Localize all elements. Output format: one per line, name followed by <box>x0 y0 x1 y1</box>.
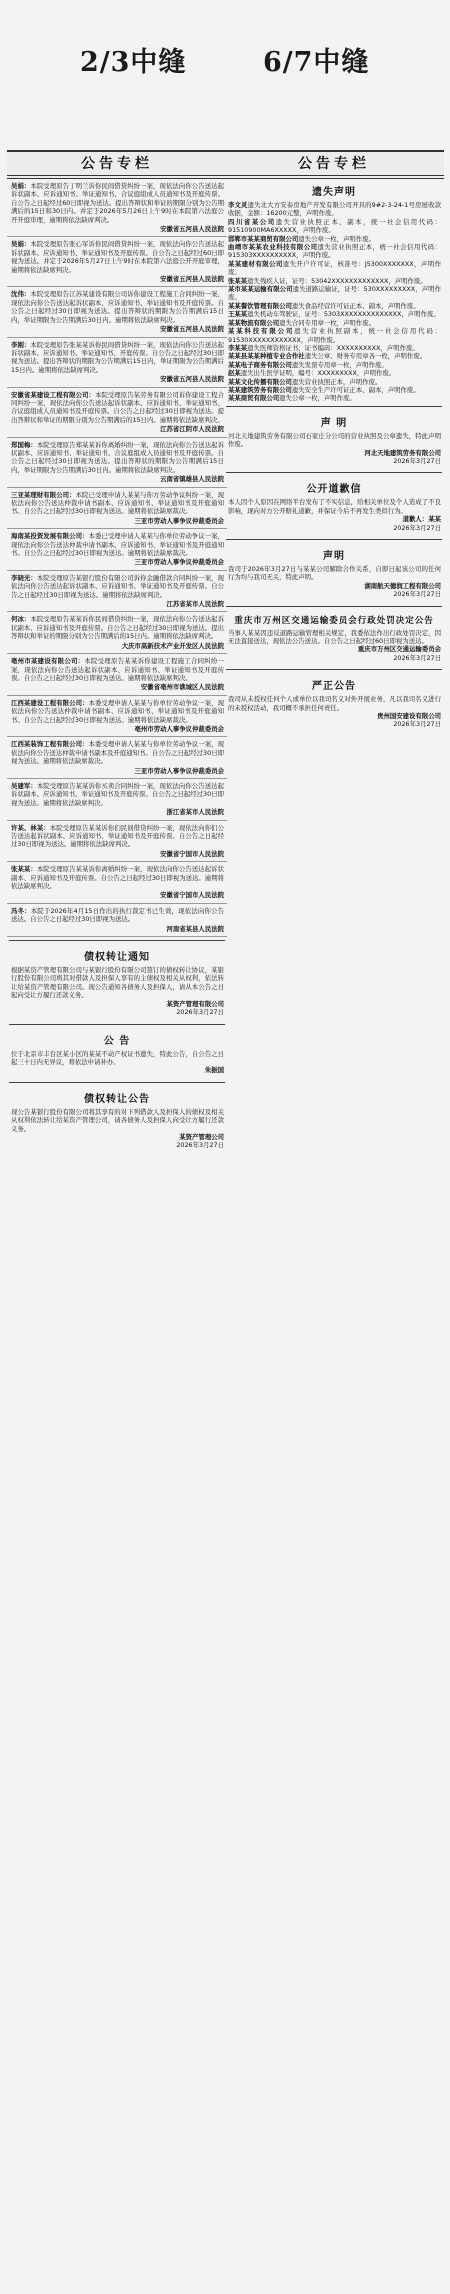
statement1-sign: 河北天地建筑劳务有限公司 <box>364 448 441 457</box>
notice-issuer: 亳州市劳动人事争议仲裁委员会 <box>134 724 224 733</box>
divider <box>226 406 442 407</box>
notice-body: 本院受理原告某某诉你建设工程施工合同纠纷一案，现依法向你公告送达起诉状副本、应诉通知书、举证通知书及开庭传票。自公告之日起经过30日即视为送达。逾期将依法缺席判决。 <box>11 657 224 682</box>
lost-item <box>224 352 444 360</box>
notice-issuer: 三亚市劳动人事争议仲裁委员会 <box>134 766 224 775</box>
page-tags <box>0 0 450 80</box>
statement1-date: 2026年3月27日 <box>393 456 441 465</box>
header-rule <box>7 175 227 176</box>
page-tag-left: 2/3中缝 <box>80 47 187 78</box>
court-notice <box>7 488 227 530</box>
notice-issuer: 安徽省宁国市人民法院 <box>160 849 224 858</box>
court-notice <box>7 388 227 438</box>
lost-item-body: 遗失开户许可证，核准号：J5300XXXXXXX，声明作废。 <box>228 259 441 277</box>
lost-item <box>224 394 444 402</box>
lost-item-owner: 邯郸市某某商贸有限公司 <box>228 234 299 243</box>
notice-body: 本院受理原告某某诉你买卖合同纠纷一案，现依法向你公告送达起诉状副本、应诉通知书、举证通知书及开庭传票。自公告之日起经过30日即视为送达。逾期将依法缺席判决。 <box>11 781 225 807</box>
announcement-body: 位于北京市丰台区某小区的某某不动产权证书遗失，特此公告，自公告之日起三十日内无异议，将依法申请补办。 <box>11 1049 224 1066</box>
lost-item <box>224 310 444 318</box>
notice-body: 本委受理申请人某某与你单位劳动争议一案，现依法向你公告送达仲裁申请书副本、应诉通知书、举证通知书及开庭通知书。自公告之日起经过30日即视为送达。逾期将依法缺席裁决。 <box>11 698 225 724</box>
notice-addressee: 江西某装饰工程有限公司： <box>11 740 89 749</box>
transfer1-sign: 某资产管理有限公司 <box>166 999 224 1008</box>
notice-issuer: 浙江省某市人民法院 <box>166 808 224 817</box>
header-rule <box>224 175 444 176</box>
notice-title: 严正公告 <box>312 681 356 693</box>
decision-body: 当事人某某因违反道路运输管理相关规定，我委依法作出行政处罚决定，因无法直接送达，现依法公告送达。自公告之日起经过60日即视为送达。 <box>228 628 441 646</box>
divider <box>226 539 442 540</box>
left-notices <box>7 179 227 937</box>
statement1-block <box>224 432 444 470</box>
transfer2-title: 债权转让公告 <box>84 1093 150 1105</box>
lost-item <box>224 369 444 377</box>
transfer2-sign: 某资产管理公司 <box>179 1132 224 1141</box>
transfer2-body: 现公告某银行股份有限公司将其享有的对下列借款人及担保人的债权及相关从权利依法转让给某资产管理公司，请各债务人及担保人向受让方履行还款义务。 <box>11 1107 224 1133</box>
divider <box>226 606 442 607</box>
lost-item-body: 遗失机动车驾驶证，证号：5303XXXXXXXXXXXXXX，声明作废。 <box>247 310 440 319</box>
court-notice <box>7 696 227 738</box>
court-notice <box>7 821 227 863</box>
statement1-body: 河北天地建筑劳务有限公司石家庄分公司的营业执照及公章遗失，特此声明作废。 <box>228 431 441 449</box>
lost-item <box>224 319 444 327</box>
notice-body: 本委已受理申请人某某与你单位劳动争议一案，现依法向你公告送达仲裁申请书副本、应诉通知书、举证通知书及开庭通知书。自公告之日起经过30日即视为送达。逾期将依法缺席裁决。 <box>11 532 225 558</box>
notice-issuer: 江苏省江阴市人民法院 <box>160 425 224 434</box>
notice-addressee: 沈伟： <box>11 290 31 299</box>
transfer1-block <box>7 966 227 1020</box>
notice-body: 本院受理原告张某某诉你民间借贷纠纷一案，现依法向你公告送达起诉状副本、应诉通知书、举证通知书、开庭传票。自公告之日起经过30日即视为送达。提出答辩状的期限为公告期满后15日内，举证期限为公告期满后15日内。逾期将依法缺席判决。 <box>11 340 225 374</box>
lost-item-owner: 曲靖市某某农业科技有限公司 <box>228 243 318 252</box>
notice-issuer: 江苏省某市人民法院 <box>166 600 224 609</box>
notice-body: 本院受理原告某银行股份有限公司诉你金融借款合同纠纷一案，现依法向你公告送达起诉状副本、应诉通知书、举证通知书及开庭传票。自公告之日起经过30日即视为送达。逾期将依法缺席判决。 <box>11 573 225 599</box>
decision-sign: 重庆市万州区交通运输委员会 <box>357 645 441 654</box>
notice-body: 本院于2026年4月15日作出的执行裁定书已生效，现依法向你公告送达。自公告之日起经过30日即视为送达。 <box>11 906 224 924</box>
lost-item <box>224 218 444 235</box>
notice-body: 本院受理原告某某诉你民间借贷纠纷一案，现依法向你公告送达起诉状副本、应诉通知书及开庭传票。自公告之日起经过30日即视为送达。提出答辩状和举证的期限分别为公告期满后的15日内。逾期将依法缺席判决。 <box>11 615 225 641</box>
lost-item-body: 遗失营业执照正本，统一社会信用代码：915303XXXXXXXXXX，声明作废。 <box>228 243 441 260</box>
notice-body: 本委受理申请人某某与你单位劳动争议一案，现依法向你公告送达仲裁申请书副本及开庭通知书。自公告之日起经过30日即视为送达。逾期将依法缺席裁决。 <box>11 740 225 766</box>
notice-body: 本院受理原告江苏某建设有限公司诉你建设工程施工合同纠纷一案，现依法向你公告送达起诉状副本、应诉通知书、举证通知书及开庭传票。自公告之日起经过30日即视为送达。提出答辩状的期限为公告期满后15日内，举证期限为公告期满后30日内。逾期将依法缺席判决。 <box>11 290 225 324</box>
court-notice <box>7 571 227 613</box>
notice-issuer: 安徽省亳州市谯城区人民法院 <box>140 683 224 692</box>
page-tag-right: 6/7中缝 <box>263 47 370 78</box>
lost-items <box>224 201 444 403</box>
lost-item-body: 遗失发票专用章一枚，声明作废。 <box>291 360 388 369</box>
decision-title: 重庆市万州区交通运输委员会行政处罚决定公告 <box>234 615 434 626</box>
apology-block <box>224 498 444 536</box>
lost-item-body: 遗失营业执照正本、副本，统一社会信用代码：91510900MA6XXXXX，声明作废。 <box>228 217 442 235</box>
lost-item-body: 遗失公章一枚，声明作废。 <box>279 394 356 403</box>
notice-issuer: 安徽省五河县人民法院 <box>160 275 224 284</box>
notice-issuer: 安徽省五河县人民法院 <box>160 225 224 234</box>
notice-body: 本院受理原告某某诉你们民间借贷纠纷一案，现依法向你们公告送达起诉状副本、应诉通知书、举证通知书及开庭传票。自公告之日起经过30日即视为送达。逾期将依法缺席判决。 <box>11 823 225 849</box>
notice-body: 本院受理原告某劳务有限公司诉你建设工程合同纠纷一案，现依法向你公告送达起诉状副本、应诉通知书、举证通知书、合议庭组成人员通知书及开庭传票。自公告之日起经过30日即视为送达。提出答辩状和举证的期限分别为公告期满后的15日内。逾期将依法缺席判决。 <box>11 390 225 424</box>
lost-item-owner: 张某某 <box>228 276 248 285</box>
notice-body: 本院已受理申请人某某与你方劳动争议纠纷一案，现依法向你公告送达仲裁申请书副本、应诉通知书、举证通知书及开庭通知书。自公告之日起经过30日即视为送达。逾期将依法缺席裁决。 <box>11 490 225 516</box>
notice-body: 我司从未授权任何个人或单位以我司名义对外开展业务，凡以我司名义进行的未授权活动，我司概不承担任何责任。 <box>228 695 441 712</box>
notice-addressee: 李刚： <box>11 340 31 349</box>
apology-date: 2026年3月27日 <box>393 523 441 532</box>
notice-issuer: 三亚市劳动人事争议仲裁委员会 <box>134 516 224 525</box>
lost-item-body: 遗失出生医学证明，编号：XXXXXXXXX，声明作废。 <box>240 369 396 378</box>
notice-body: 本院受理原告郑某某诉你离婚纠纷一案，现依法向你公告送达起诉状副本、应诉通知书、举证通知书、合议庭组成人员通知书及开庭传票。自公告之日起经过30日即视为送达。提出答辩状的期限为公告期满后15日内，举证期限为公告期满后30日内。逾期将依法缺席判决。 <box>11 440 225 474</box>
notice-addressee: 许某、林某： <box>11 823 50 832</box>
notice-addressee: 李晓光： <box>11 573 37 582</box>
transfer2-block <box>7 1108 227 1154</box>
notice-addressee: 三亚某理财有限公司： <box>11 490 76 499</box>
lost-title: 遗失声明 <box>312 187 356 198</box>
right-column-header <box>224 150 444 179</box>
lost-item-body: 遗失合同专用章一枚，声明作废。 <box>279 318 375 327</box>
divider <box>9 1082 225 1083</box>
notice-issuer: 安徽省五河县人民法院 <box>160 325 224 334</box>
statement2-sign: 湖南航天德润工程有限公司 <box>364 581 441 590</box>
notice-block <box>224 695 444 733</box>
lost-item <box>224 260 444 277</box>
lost-item-body: 遗失残疾人证，证号：53042XXXXXXXXXXXXX，声明作废。 <box>247 276 427 285</box>
divider <box>226 669 442 670</box>
notice-addressee: 冯冬： <box>11 906 31 915</box>
court-notice <box>7 654 227 696</box>
lost-item <box>224 378 444 386</box>
lost-item-body: 遗失安全生产许可证正本、副本，声明作废。 <box>291 385 420 394</box>
notice-body: 本院受理原告某某诉你离婚纠纷一案，现依法向你公告送达起诉状副本、应诉通知书及开庭传票。自公告之日起经过30日即视为送达。逾期将依法缺席判决。 <box>11 865 225 891</box>
decision-date: 2026年3月27日 <box>393 653 441 662</box>
lost-item-body: 遗失北大方安泰房地产开发有限公司开具的9#2-3-24-1号房屋收款收据，金额：16200元整，声明作废。 <box>228 201 441 218</box>
transfer1-date: 2026年3月27日 <box>176 1008 224 1017</box>
notice-issuer: 大庆市高新技术产业开发区人民法院 <box>121 641 224 650</box>
right-column <box>224 150 444 733</box>
notice-issuer: 安徽省五河县人民法院 <box>160 375 224 384</box>
lost-item-owner: 某某文化传播有限公司 <box>228 377 292 386</box>
apology-body: 本人因个人原因在网络平台发布了不实信息，给相关单位及个人造成了不良影响，现向对方公开赔礼道歉，并保证今后不再发生类似行为。 <box>228 498 441 515</box>
court-notice <box>7 904 227 937</box>
transfer1-body: 根据某资产管理有限公司与某银行股份有限公司签订的债权转让协议，某银行股份有限公司将其对借款人及担保人享有的主债权及相关从权利，依法转让给某资产管理有限公司。现公告通知各债务人及担保人，请从本公告之日起向受让方履行还款义务。 <box>11 966 224 1000</box>
notice-addressee: 亳州市某建设有限公司： <box>11 657 85 666</box>
lost-item-body: 遗失道路运输证，证号：530XXXXXXXXX，声明作废。 <box>228 285 441 302</box>
notice-addressee: 吴建军： <box>11 781 37 790</box>
lost-item-owner: 某某科技有限公司 <box>228 327 295 336</box>
notice-addressee: 吴娟： <box>11 240 31 249</box>
divider <box>9 1024 225 1025</box>
lost-item-body: 遗失公章一枚，声明作废。 <box>298 234 375 243</box>
lost-item-owner: 某某电子商务有限公司 <box>228 360 292 369</box>
statement2-block <box>224 565 444 603</box>
notice-addressee: 海南某投资发展有限公司： <box>11 532 89 541</box>
court-notice <box>7 438 227 488</box>
lost-item <box>224 243 444 260</box>
lost-item-owner: 某某县某某种植专业合作社 <box>228 352 305 361</box>
lost-item <box>224 277 444 285</box>
decision-block <box>224 629 444 667</box>
notice-addressee: 江西某建设工程有限公司： <box>11 698 89 707</box>
notice-issuer: 三亚市劳动人事争议仲裁委员会 <box>134 558 224 567</box>
notice-issuer: 河南省某县人民法院 <box>166 924 224 933</box>
court-notice <box>7 237 227 287</box>
lost-item <box>224 327 444 344</box>
announcement-block <box>7 1050 227 1079</box>
lost-item-body: 遗失医师资格证书，证书编码：XXXXXXXXXX，声明作废。 <box>247 343 419 352</box>
notice-addressee: 吴娟： <box>11 182 31 190</box>
statement2-date: 2026年3月27日 <box>393 590 441 599</box>
lost-item-body: 遗失营业执照正本，声明作废。 <box>291 377 382 386</box>
divider <box>9 940 225 941</box>
lost-item <box>224 235 444 243</box>
notice-date: 2026年3月27日 <box>393 720 441 729</box>
right-column-header-text: 公告专栏 <box>298 156 370 172</box>
notice-addressee: 何冰： <box>11 615 31 624</box>
lost-item <box>224 285 444 302</box>
statement1-title: 声 明 <box>320 417 348 429</box>
notice-sign: 贵州国安建设有限公司 <box>377 712 441 721</box>
notice-addressee: 郑国梅： <box>11 440 37 449</box>
lost-item <box>224 201 444 218</box>
court-notice <box>7 529 227 571</box>
lost-item-owner: 某市某某运输有限公司 <box>228 285 293 294</box>
statement2-title: 声明 <box>323 551 345 562</box>
transfer1-title: 债权转让通知 <box>84 952 150 964</box>
court-notice <box>7 779 227 821</box>
lost-item-body: 遗失营业执照副本，统一社会信用代码：91530XXXXXXXXXXXX，声明作废。 <box>228 327 442 344</box>
announcement-sign: 朱振国 <box>204 1066 224 1075</box>
court-notice <box>7 737 227 779</box>
notice-addressee: 安徽省某建设工程有限公司： <box>11 390 95 399</box>
court-notice <box>7 338 227 388</box>
lost-item-owner: 李文灵 <box>228 201 248 209</box>
divider <box>226 472 442 473</box>
apology-sign: 道歉人：某某 <box>402 515 441 524</box>
lost-item <box>224 361 444 369</box>
court-notice <box>7 862 227 904</box>
court-notice <box>7 287 227 337</box>
lost-item-owner: 李某某 <box>228 343 248 352</box>
lost-item-owner: 某某建筑劳务有限公司 <box>228 385 292 394</box>
notice-body: 本院受理原告丁明兰诉你民间借贷纠纷一案，现依法向你公告送达起诉状副本、应诉通知书、举证通知书、合议庭组成人员通知书及开庭传票。自公告之日起经过60日即视为送达。提出答辩状和举证的期限分别为公告期满后的15日和30日内。并定于2026年5月26日上午9时在本院第六法庭公开开庭审理，逾期将依法缺席判决。 <box>11 182 225 224</box>
court-notice <box>7 612 227 654</box>
lost-item-owner: 王某某 <box>228 310 248 319</box>
transfer2-date: 2026年3月27日 <box>176 1141 224 1150</box>
notice-issuer: 安徽省宁国市人民法院 <box>160 891 224 900</box>
lost-item-owner: 四川省某公司 <box>228 217 276 226</box>
notice-addressee: 张某某： <box>11 865 37 874</box>
lost-item-body: 遗失公章、财务专用章各一枚，声明作废。 <box>304 352 427 361</box>
left-column-header <box>7 150 227 179</box>
apology-title: 公开道歉信 <box>306 484 362 496</box>
lost-item-owner: 某某物流有限公司 <box>228 318 280 327</box>
lost-item-owner: 赵某 <box>228 369 241 378</box>
court-notice <box>7 179 227 237</box>
lost-item-body: 遗失食品经营许可证正本、副本，声明作废。 <box>291 301 420 310</box>
lost-item-owner: 某某商贸有限公司 <box>228 394 280 403</box>
lost-item-owner: 某某餐饮管理有限公司 <box>228 301 292 310</box>
announcement-title: 公 告 <box>103 1035 131 1047</box>
lost-item-owner: 某某建材有限公司 <box>228 259 283 268</box>
statement2-body: 我司于2026年3月27日与某某公司解除合作关系，自即日起该公司的任何行为均与我司无关，特此声明。 <box>228 565 441 582</box>
notice-body: 本院受理原告张心军诉你民间借贷纠纷一案，现依法向你公告送达起诉状副本、应诉通知书、举证通知书及开庭传票。自公告之日起经过60日即视为送达。并定于2026年5月27日上午9时在本院第六法庭公开开庭审理，逾期将依法缺席判决。 <box>11 240 225 274</box>
notice-issuer: 云南省镇雄县人民法院 <box>160 475 224 484</box>
left-column <box>7 150 227 1154</box>
left-column-header-text: 公告专栏 <box>81 156 153 172</box>
